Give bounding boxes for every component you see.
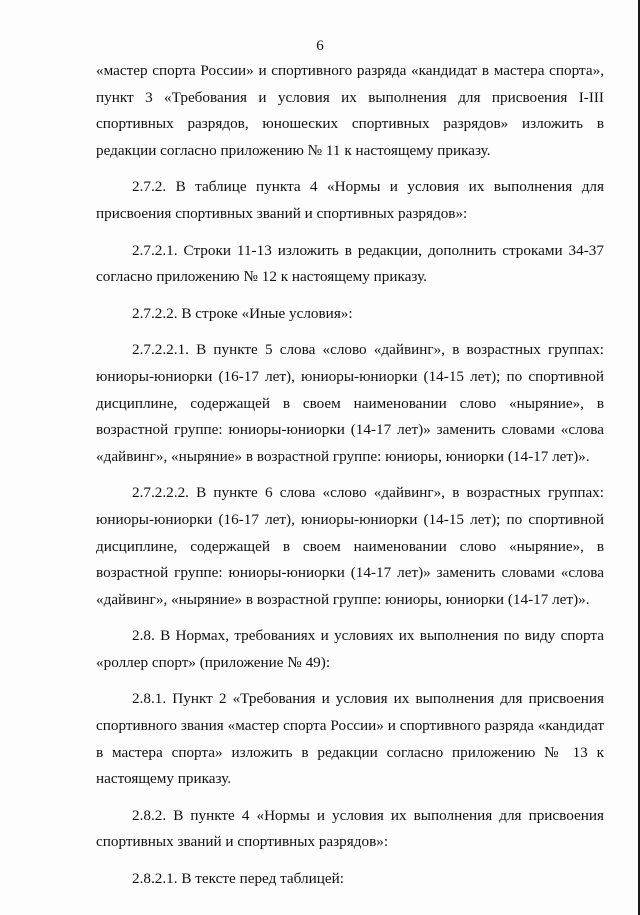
paragraph-2-8-2: 2.8.2. В пункте 4 «Нормы и условия их выполнения для присвоения спортивных званий и спортивных разрядов»: <box>96 806 604 851</box>
paragraph-2-7-2-1: 2.7.2.1. Строки 11-13 изложить в редакции, дополнить строками 34-37 согласно приложению № 12 к настоящему приказу. <box>96 241 604 286</box>
paragraph-2-8-2-1: 2.8.2.1. В тексте перед таблицей: <box>132 870 344 888</box>
paragraph-intro-continuation: «мастер спорта России» и спортивного разряда «кандидат в мастера спорта», пункт 3 «Требования и условия их выполнения для присвоения I-III спортивных разрядов, юношеских спортивных разрядов» изложить в редакции согласно приложению № 11 к настоящему приказу. <box>96 62 604 159</box>
paragraph-2-7-2: 2.7.2. В таблице пункта 4 «Нормы и условия их выполнения для присвоения спортивных званий и спортивных разрядов»: <box>96 178 604 222</box>
page-number: 6 <box>316 38 324 54</box>
paragraph-2-7-2-2-1: 2.7.2.2.1. В пункте 5 слова «слово «дайвинг», в возрастных группах: юниоры-юниорки (16-17 лет), юниоры-юниорки (14-15 лет); по спортивной дисциплине, содержащей в своем наименовании слово «ныряние», в возрастной группе: юниоры-юниорки (14-17 лет)» заменить словами «слова «дайвинг», «ныряние» в возрастной группе: юниоры, юниорки (14-17 лет)». <box>96 341 604 465</box>
paragraph-2-8: 2.8. В Нормах, требованиях и условиях их выполнения по виду спорта «роллер спорт» (приложение № 49): <box>96 627 604 671</box>
paragraph-2-7-2-2-2: 2.7.2.2.2. В пункте 6 слова «слово «дайвинг», в возрастных группах: юниоры-юниорки (16-17 лет), юниоры-юниорки (14-15 лет); по спортивной дисциплине, содержащей в своем наименовании слово «ныряние», в возрастной группе: юниоры-юниорки (14-17 лет)» заменить словами «слова «дайвинг», «ныряние» в возрастной группе: юниоры, юниорки (14-17 лет)». <box>96 484 604 608</box>
paragraph-2-8-1: 2.8.1. Пункт 2 «Требования и условия их выполнения для присвоения спортивного звания «мастер спорта России» и спортивного разряда «кандидат в мастера спорта» изложить в редакции согласно приложению № 13 к настоящему приказу. <box>96 690 604 788</box>
paragraph-2-7-2-2: 2.7.2.2. В строке «Иные условия»: <box>132 304 353 322</box>
document-body <box>96 58 604 903</box>
